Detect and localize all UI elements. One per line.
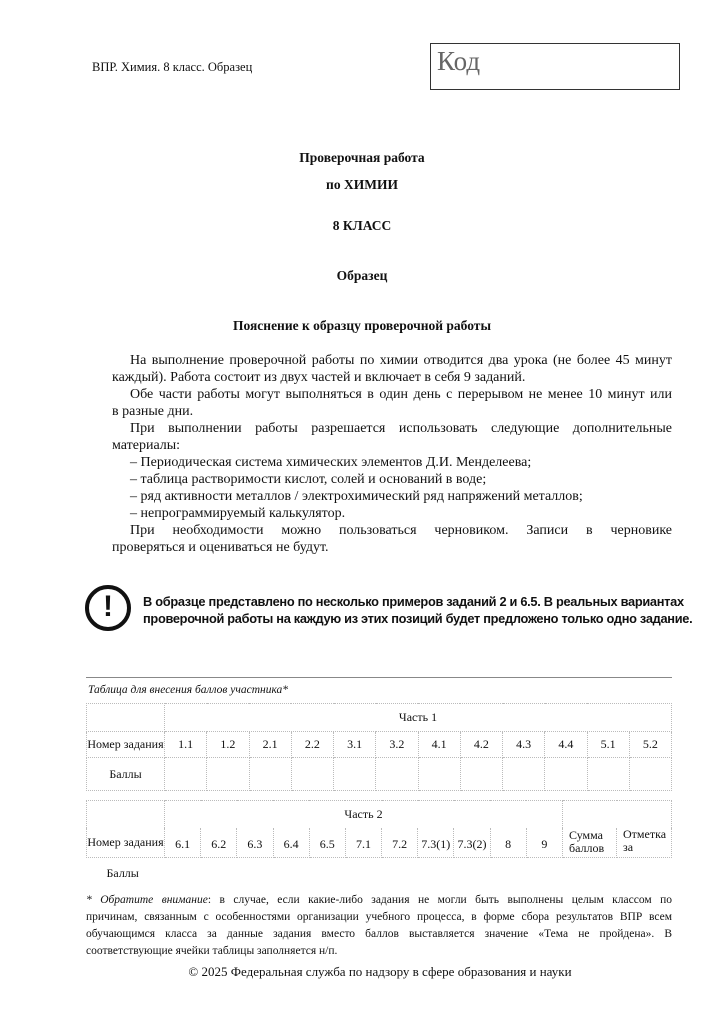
sum-header: Сумма баллов (563, 828, 617, 858)
score-cell[interactable] (587, 758, 629, 791)
score-label: Баллы (87, 758, 165, 791)
task-number: 3.1 (334, 732, 376, 758)
body-line: При необходимости можно пользоваться черновиком. Записи в черновике (130, 523, 672, 538)
score-table-part2 (86, 800, 672, 889)
score-cell[interactable] (526, 858, 562, 889)
mark-header: Отметка за (617, 828, 672, 858)
exclamation-circle-icon: ! (85, 585, 131, 631)
title-line2: по ХИМИИ (326, 177, 398, 192)
score-table-part1 (86, 703, 672, 791)
grade-title: 8 КЛАСС (332, 218, 392, 233)
explanation-title: Пояснение к образцу проверочной работы (233, 318, 491, 333)
task-number: 1.2 (207, 732, 249, 758)
divider (86, 677, 672, 678)
task-number: 6.2 (201, 828, 237, 858)
score-cell[interactable] (418, 758, 460, 791)
body-line: проверяться и оцениваться не будут. (112, 540, 329, 555)
score-cell[interactable] (503, 758, 545, 791)
score-cell[interactable] (376, 758, 418, 791)
footnote-line: причинам, связанным с особенностями организации учебного процесса, в форме сбора результатов ВПР всем (86, 911, 672, 923)
part1-title: Часть 1 (165, 704, 672, 732)
body-line: – таблица растворимости кислот, солей и оснований в воде; (130, 472, 487, 487)
warning-line1: В образце представлено по несколько примеров заданий 2 и 6.5. В реальных вариантах (143, 594, 684, 609)
task-number-label: Номер задания (87, 732, 165, 758)
task-number: 2.2 (291, 732, 333, 758)
task-number: 7.3(1) (418, 828, 454, 858)
score-cell[interactable] (201, 858, 237, 889)
task-number: 4.2 (460, 732, 502, 758)
body-line: – Периодическая система химических элементов Д.И. Менделеева; (130, 455, 532, 470)
score-cell[interactable] (334, 758, 376, 791)
score-cell[interactable] (490, 858, 526, 889)
body-line: Обе части работы могут выполняться в один день с перерывом не менее 10 минут или (130, 387, 672, 402)
task-number: 3.2 (376, 732, 418, 758)
code-label: Код (437, 46, 481, 76)
task-number: 2.1 (249, 732, 291, 758)
title-line1: Проверочная работа (299, 150, 425, 165)
task-number: 4.1 (418, 732, 460, 758)
footnote-emphasis: * Обратите внимание (86, 894, 208, 906)
task-number: 6.1 (165, 828, 201, 858)
copyright: © 2025 Федеральная служба по надзору в сфере образования и науки (188, 964, 572, 979)
mark-cell[interactable] (617, 858, 672, 889)
body-line: каждый). Работа состоит из двух частей и включает в себя 9 заданий. (112, 370, 526, 385)
task-number: 6.3 (237, 828, 273, 858)
task-number: 6.4 (273, 828, 309, 858)
body-line: – непрограммируемый калькулятор. (130, 506, 346, 521)
task-number-label: Номер задания (87, 828, 165, 858)
score-cell[interactable] (291, 758, 333, 791)
body-line: При выполнении работы разрешается использовать следующие дополнительные (130, 421, 672, 436)
sample-title: Образец (336, 268, 388, 283)
sum-cell[interactable] (563, 858, 617, 889)
table-caption: Таблица для внесения баллов участника* (88, 684, 289, 696)
footnote-line: : в случае, если какие-либо задания не могли быть выполнены целым классом по (207, 894, 672, 906)
task-number: 1.1 (165, 732, 207, 758)
body-line: в разные дни. (112, 404, 194, 419)
body-line: материалы: (112, 438, 181, 453)
task-number: 5.1 (587, 732, 629, 758)
task-number: 6.5 (309, 828, 345, 858)
warning-line2: проверочной работы на каждую из этих позиций будет предложено только одно задание. (143, 611, 693, 626)
score-cell[interactable] (165, 758, 207, 791)
score-cell[interactable] (629, 758, 671, 791)
score-cell[interactable] (454, 858, 490, 889)
footnote-line: соответствующие ячейки таблицы заполняется н/п. (86, 945, 338, 957)
score-cell[interactable] (237, 858, 273, 889)
score-label: Баллы (106, 865, 139, 880)
task-number: 9 (526, 828, 562, 858)
score-cell[interactable] (460, 758, 502, 791)
task-number: 4.4 (545, 732, 587, 758)
score-cell[interactable] (273, 858, 309, 889)
task-number: 4.3 (503, 732, 545, 758)
footnote-line: обучающимся класса за данные задания вместо баллов выставляется значение «Тема не пройдена». В (86, 928, 672, 940)
task-number: 7.1 (345, 828, 381, 858)
score-cell[interactable] (345, 858, 381, 889)
task-number: 7.2 (382, 828, 418, 858)
score-cell[interactable] (207, 758, 249, 791)
score-cell[interactable] (382, 858, 418, 889)
part2-title: Часть 2 (165, 801, 563, 828)
code-box[interactable] (430, 43, 680, 90)
score-cell[interactable] (418, 858, 454, 889)
score-cell[interactable] (309, 858, 345, 889)
body-line: На выполнение проверочной работы по химии отводится два урока (не более 45 минут (130, 353, 672, 368)
task-number: 8 (490, 828, 526, 858)
score-cell[interactable] (545, 758, 587, 791)
score-cell[interactable] (249, 758, 291, 791)
header-title: ВПР. Химия. 8 класс. Образец (92, 60, 253, 74)
task-number: 7.3(2) (454, 828, 490, 858)
task-number: 5.2 (629, 732, 671, 758)
body-line: – ряд активности металлов / электрохимический ряд напряжений металлов; (130, 489, 583, 504)
score-cell[interactable] (165, 858, 201, 889)
